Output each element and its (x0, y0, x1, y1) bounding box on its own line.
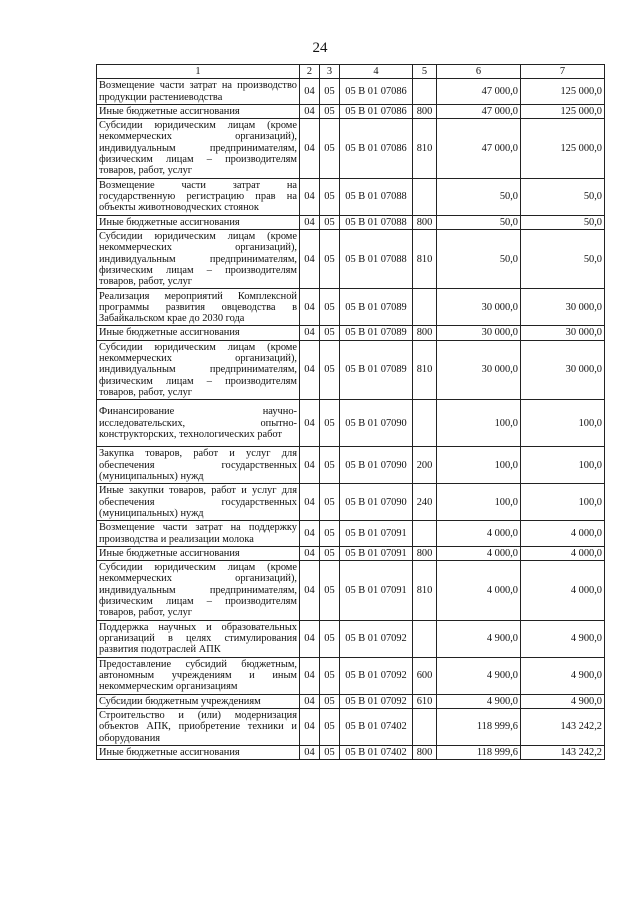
amount-year-1: 118 999,6 (437, 745, 521, 759)
row-name: Реализация мероприятий Комплексной программы развития овцеводства в Забайкальском крае до 2030 года (97, 289, 300, 326)
table-row (97, 400, 605, 447)
row-name: Иные бюджетные ассигнования (97, 215, 300, 229)
subsection-code: 05 (320, 289, 340, 326)
subsection-code: 05 (320, 178, 340, 215)
section-code: 04 (300, 745, 320, 759)
section-code: 04 (300, 326, 320, 340)
amount-year-2: 100,0 (521, 400, 605, 447)
subsection-code: 05 (320, 620, 340, 657)
row-name: Иные закупки товаров, работ и услуг для обеспечения государственных (муниципальных) нужд (97, 484, 300, 521)
section-code: 04 (300, 694, 320, 708)
table-row (97, 521, 605, 547)
target-article: 05 В 01 07089 (340, 340, 413, 399)
amount-year-1: 47 000,0 (437, 119, 521, 178)
section-code: 04 (300, 340, 320, 399)
target-article: 05 В 01 07090 (340, 484, 413, 521)
expense-type: 800 (413, 546, 437, 560)
row-name: Иные бюджетные ассигнования (97, 326, 300, 340)
amount-year-2: 30 000,0 (521, 326, 605, 340)
subsection-code: 05 (320, 521, 340, 547)
section-code: 04 (300, 215, 320, 229)
table-row (97, 694, 605, 708)
section-code: 04 (300, 561, 320, 620)
expense-type: 810 (413, 561, 437, 620)
subsection-code: 05 (320, 546, 340, 560)
table-row (97, 104, 605, 118)
target-article: 05 В 01 07091 (340, 561, 413, 620)
table-row (97, 546, 605, 560)
table-row (97, 229, 605, 288)
subsection-code: 05 (320, 215, 340, 229)
amount-year-2: 4 900,0 (521, 694, 605, 708)
section-code: 04 (300, 400, 320, 447)
amount-year-1: 47 000,0 (437, 104, 521, 118)
target-article: 05 В 01 07092 (340, 694, 413, 708)
expense-type: 800 (413, 745, 437, 759)
amount-year-2: 125 000,0 (521, 79, 605, 105)
amount-year-2: 143 242,2 (521, 708, 605, 745)
amount-year-1: 100,0 (437, 484, 521, 521)
amount-year-1: 4 900,0 (437, 694, 521, 708)
subsection-code: 05 (320, 708, 340, 745)
subsection-code: 05 (320, 657, 340, 694)
row-name: Субсидии юридическим лицам (кроме некоммерческих организаций), индивидуальным предпринимателям, физическим лицам – производителям товаров, работ, услуг (97, 340, 300, 399)
subsection-code: 05 (320, 400, 340, 447)
row-name: Иные бюджетные ассигнования (97, 745, 300, 759)
section-code: 04 (300, 289, 320, 326)
target-article: 05 В 01 07402 (340, 708, 413, 745)
amount-year-1: 4 900,0 (437, 620, 521, 657)
target-article: 05 В 01 07402 (340, 745, 413, 759)
row-name: Финансирование научно-исследовательских, опытно-конструкторских, технологических работ (97, 400, 300, 447)
section-code: 04 (300, 447, 320, 484)
expense-type (413, 79, 437, 105)
expense-type (413, 400, 437, 447)
amount-year-1: 30 000,0 (437, 289, 521, 326)
amount-year-2: 50,0 (521, 229, 605, 288)
amount-year-2: 50,0 (521, 178, 605, 215)
amount-year-1: 4 000,0 (437, 546, 521, 560)
amount-year-2: 4 000,0 (521, 546, 605, 560)
expense-type: 810 (413, 340, 437, 399)
amount-year-2: 125 000,0 (521, 104, 605, 118)
expense-type: 800 (413, 215, 437, 229)
amount-year-2: 143 242,2 (521, 745, 605, 759)
row-name: Субсидии бюджетным учреждениям (97, 694, 300, 708)
amount-year-1: 50,0 (437, 229, 521, 288)
subsection-code: 05 (320, 79, 340, 105)
table-row (97, 447, 605, 484)
amount-year-1: 4 000,0 (437, 521, 521, 547)
section-code: 04 (300, 620, 320, 657)
section-code: 04 (300, 708, 320, 745)
expense-type: 800 (413, 104, 437, 118)
amount-year-1: 100,0 (437, 447, 521, 484)
amount-year-1: 4 000,0 (437, 561, 521, 620)
row-name: Строительство и (или) модернизация объектов АПК, приобретение техники и оборудования (97, 708, 300, 745)
row-name: Субсидии юридическим лицам (кроме некоммерческих организаций), индивидуальным предпринимателям, физическим лицам – производителям товаров, работ, услуг (97, 119, 300, 178)
expense-type: 810 (413, 119, 437, 178)
target-article: 05 В 01 07091 (340, 521, 413, 547)
expense-type (413, 620, 437, 657)
table-row (97, 289, 605, 326)
row-name: Возмещение части затрат на государственную регистрацию прав на объекты животноводческих стоянок (97, 178, 300, 215)
page-number: 24 (312, 40, 328, 56)
amount-year-2: 4 900,0 (521, 620, 605, 657)
table-row (97, 79, 605, 105)
expense-type: 800 (413, 326, 437, 340)
subsection-code: 05 (320, 745, 340, 759)
subsection-code: 05 (320, 104, 340, 118)
amount-year-1: 30 000,0 (437, 326, 521, 340)
subsection-code: 05 (320, 340, 340, 399)
amount-year-2: 100,0 (521, 484, 605, 521)
target-article: 05 В 01 07088 (340, 215, 413, 229)
amount-year-1: 4 900,0 (437, 657, 521, 694)
expense-type (413, 521, 437, 547)
amount-year-1: 30 000,0 (437, 340, 521, 399)
target-article: 05 В 01 07090 (340, 400, 413, 447)
amount-year-2: 4 900,0 (521, 657, 605, 694)
section-code: 04 (300, 521, 320, 547)
amount-year-2: 4 000,0 (521, 521, 605, 547)
subsection-code: 05 (320, 229, 340, 288)
target-article: 05 В 01 07088 (340, 178, 413, 215)
row-name: Субсидии юридическим лицам (кроме некоммерческих организаций), индивидуальным предпринимателям, физическим лицам – производителям товаров, работ, услуг (97, 229, 300, 288)
section-code: 04 (300, 119, 320, 178)
amount-year-2: 30 000,0 (521, 289, 605, 326)
column-header: 5 (413, 65, 437, 79)
budget-table (96, 64, 605, 760)
subsection-code: 05 (320, 119, 340, 178)
amount-year-1: 118 999,6 (437, 708, 521, 745)
column-header: 4 (340, 65, 413, 79)
table-row (97, 561, 605, 620)
row-name: Иные бюджетные ассигнования (97, 104, 300, 118)
table-row (97, 119, 605, 178)
amount-year-1: 47 000,0 (437, 79, 521, 105)
target-article: 05 В 01 07086 (340, 104, 413, 118)
expense-type (413, 708, 437, 745)
amount-year-2: 4 000,0 (521, 561, 605, 620)
subsection-code: 05 (320, 484, 340, 521)
target-article: 05 В 01 07092 (340, 620, 413, 657)
subsection-code: 05 (320, 326, 340, 340)
table-row (97, 215, 605, 229)
expense-type: 610 (413, 694, 437, 708)
section-code: 04 (300, 104, 320, 118)
target-article: 05 В 01 07086 (340, 119, 413, 178)
row-name: Субсидии юридическим лицам (кроме некоммерческих организаций), индивидуальным предпринимателям, физическим лицам – производителям товаров, работ, услуг (97, 561, 300, 620)
target-article: 05 В 01 07090 (340, 447, 413, 484)
subsection-code: 05 (320, 561, 340, 620)
amount-year-2: 125 000,0 (521, 119, 605, 178)
row-name: Возмещение части затрат на поддержку производства и реализации молока (97, 521, 300, 547)
section-code: 04 (300, 178, 320, 215)
amount-year-2: 100,0 (521, 447, 605, 484)
row-name: Предоставление субсидий бюджетным, автономным учреждениям и иным некоммерческим организациям (97, 657, 300, 694)
column-header: 2 (300, 65, 320, 79)
table-row (97, 484, 605, 521)
target-article: 05 В 01 07091 (340, 546, 413, 560)
section-code: 04 (300, 229, 320, 288)
amount-year-1: 50,0 (437, 215, 521, 229)
expense-type: 600 (413, 657, 437, 694)
target-article: 05 В 01 07088 (340, 229, 413, 288)
row-name: Иные бюджетные ассигнования (97, 546, 300, 560)
table-row (97, 745, 605, 759)
table-row (97, 620, 605, 657)
amount-year-1: 100,0 (437, 400, 521, 447)
row-name: Закупка товаров, работ и услуг для обеспечения государственных (муниципальных) нужд (97, 447, 300, 484)
section-code: 04 (300, 484, 320, 521)
expense-type (413, 289, 437, 326)
table-row (97, 708, 605, 745)
target-article: 05 В 01 07092 (340, 657, 413, 694)
table-row (97, 340, 605, 399)
column-header: 3 (320, 65, 340, 79)
expense-type: 200 (413, 447, 437, 484)
target-article: 05 В 01 07089 (340, 326, 413, 340)
amount-year-2: 30 000,0 (521, 340, 605, 399)
subsection-code: 05 (320, 447, 340, 484)
target-article: 05 В 01 07089 (340, 289, 413, 326)
amount-year-1: 50,0 (437, 178, 521, 215)
row-name: Возмещение части затрат на производство продукции растениеводства (97, 79, 300, 105)
column-header: 1 (97, 65, 300, 79)
section-code: 04 (300, 546, 320, 560)
section-code: 04 (300, 657, 320, 694)
row-name: Поддержка научных и образовательных организаций в целях стимулирования развития подотраслей АПК (97, 620, 300, 657)
table-row (97, 178, 605, 215)
expense-type: 810 (413, 229, 437, 288)
section-code: 04 (300, 79, 320, 105)
amount-year-2: 50,0 (521, 215, 605, 229)
column-header: 6 (437, 65, 521, 79)
subsection-code: 05 (320, 694, 340, 708)
column-header: 7 (521, 65, 605, 79)
header-row (97, 65, 605, 79)
expense-type (413, 178, 437, 215)
expense-type: 240 (413, 484, 437, 521)
target-article: 05 В 01 07086 (340, 79, 413, 105)
table-row (97, 326, 605, 340)
table-row (97, 657, 605, 694)
